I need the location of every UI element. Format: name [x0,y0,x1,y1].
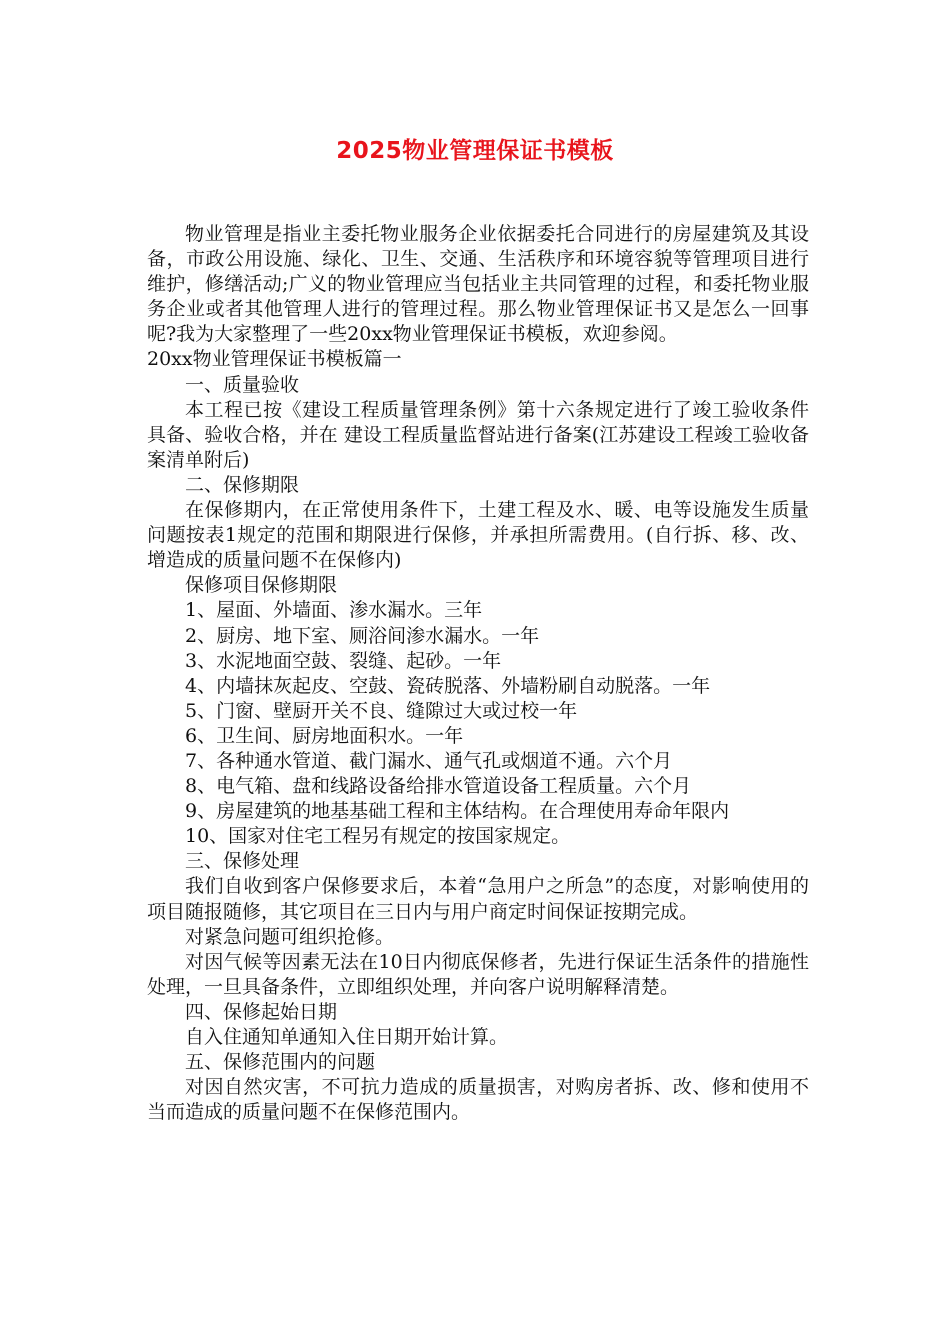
warranty-items-label: 保修项目保修期限 [185,574,338,597]
warranty-item-1: 1、屋面、外墙面、渗水漏水。三年 [185,599,483,622]
warranty-item-5: 5、门窗、壁厨开关不良、缝隙过大或过校一年 [185,699,578,722]
paragraph-quality-acceptance: 本工程已按《建设工程质量管理条例》第十六条规定进行了竣工验收条件具备、验收合格，并在 建设工程质量监督站进行备案(江苏建设工程竣工验收备案清单附后) [147,398,809,471]
intro-paragraph: 物业管理是指业主委托物业服务企业依据委托合同进行的房屋建筑及其设备，市政公用设施、绿化、卫生、交通、生活秩序和环境容貌等管理项目进行维护，修缮活动;广义的物业管理应当包括业主共同管理的过程，和委托物业服务企业或者其他管理人进行的管理过程。那么物业管理保证书又是怎么一回事呢?我为大家整理了一些20xx物业管理保证书模板，欢迎参阅。 [147,223,809,346]
paragraph-warranty-start-date: 自入住通知单通知入住日期开始计算。 [185,1026,509,1048]
warranty-item-3: 3、水泥地面空鼓、裂缝、起砂。一年 [185,649,502,672]
warranty-item-8: 8、电气箱、盘和线路设备给排水管道设备工程质量。六个月 [185,775,692,798]
warranty-item-2: 2、厨房、地下室、厕浴间渗水漏水。一年 [185,624,540,647]
paragraph-emergency-repair: 对紧急问题可组织抢修。 [185,925,395,948]
document-body [147,222,809,1125]
warranty-item-9: 9、房屋建筑的地基基础工程和主体结构。在合理使用寿命年限内 [185,800,730,823]
warranty-item-4: 4、内墙抹灰起皮、空鼓、瓷砖脱落、外墙粉刷自动脱落。一年 [185,674,711,697]
heading-warranty-start-date: 四、保修起始日期 [185,1000,338,1023]
section-heading-part-one: 20xx物业管理保证书模板篇一 [147,348,402,371]
heading-warranty-handling: 三、保修处理 [185,850,300,873]
paragraph-warranty-period: 在保修期内，在正常使用条件下，土建工程及水、暖、电等设施发生质量问题按表1规定的范围和期限进行保修，并承担所需费用。(自行拆、移、改、增造成的质量问题不在保修内) [147,499,809,572]
paragraph-weather-delay: 对因气候等因素无法在10日内彻底保修者，先进行保证生活条件的措施性处理，一旦具备条件，立即组织处理，并向客户说明解释清楚。 [147,950,809,998]
paragraph-warranty-handling: 我们自收到客户保修要求后，本着“急用户之所急”的态度，对影响使用的项目随报随修，其它项目在三日内与用户商定时间保证按期完成。 [147,875,809,923]
heading-warranty-period: 二、保修期限 [185,473,300,496]
heading-quality-acceptance: 一、质量验收 [185,373,300,396]
paragraph-warranty-scope: 对因自然灾害，不可抗力造成的质量损害，对购房者拆、改、修和使用不当而造成的质量问题不在保修范围内。 [147,1076,809,1124]
warranty-item-7: 7、各种通水管道、截门漏水、通气孔或烟道不通。六个月 [185,749,673,772]
warranty-item-6: 6、卫生间、厨房地面积水。一年 [185,724,464,747]
warranty-item-10: 10、国家对住宅工程另有规定的按国家规定。 [185,825,571,848]
heading-warranty-scope: 五、保修范围内的问题 [185,1051,376,1074]
document-title: 2025物业管理保证书模板 [336,138,614,164]
